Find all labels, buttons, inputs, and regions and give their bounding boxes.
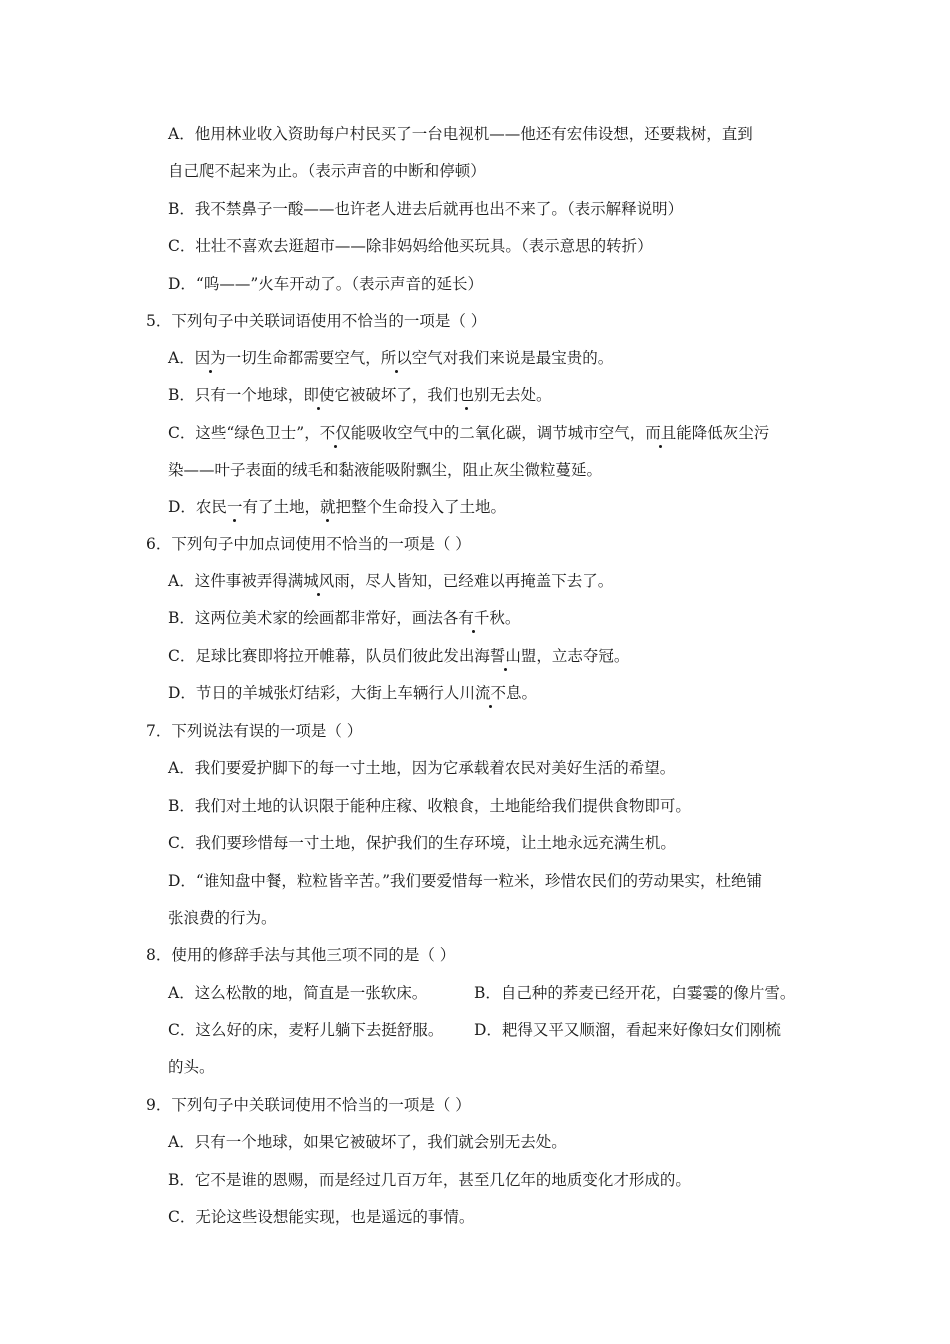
q8-option-d-line2: 的头。 (168, 1058, 215, 1076)
q9-stem: 9．下列句子中关联词使用不恰当的一项是（ ） (146, 1096, 471, 1114)
q5-a-text: A． (168, 349, 195, 367)
q5-option-d (168, 497, 506, 517)
q5-b-text: 它被破坏了，我们 (334, 386, 459, 404)
q9-option-a: A．只有一个地球，如果它被破坏了，我们就会别无去处。 (168, 1133, 567, 1151)
q4-option-c: C．壮壮不喜欢去逛超市——除非妈妈给他买玩具。（表示意思的转折） (168, 237, 653, 255)
q5-d-text: 把整个生命投入了土地。 (335, 498, 506, 516)
q5-c-dotted-word: 而且 (645, 424, 677, 442)
q9-option-b: B．它不是谁的恩赐，而是经过几百万年，甚至几亿年的地质变化才形成的。 (168, 1171, 691, 1189)
q4-option-a-line2: 自己爬不起来为止。（表示声音的中断和停顿） (168, 162, 486, 180)
q5-option-a (168, 348, 613, 368)
q6-stem: 6．下列句子中加点词使用不恰当的一项是（ ） (146, 535, 471, 553)
q9-option-c: C．无论这些设想能实现，也是遥远的事情。 (168, 1208, 475, 1226)
q5-c-text: 能降低灰尘污 (676, 424, 770, 442)
q6-option-d (168, 683, 537, 703)
q5-a-dotted-word: 所以 (380, 349, 412, 367)
q8-option-c: C．这么好的床，麦籽儿躺下去挺舒服。 (168, 1021, 444, 1039)
q5-c-text: C．这些“绿色卫士”， (168, 424, 320, 442)
q6-a-text: ，尽人皆知，已经难以再掩盖下去了。 (349, 572, 614, 590)
q5-b-text: B．只有一个地球， (168, 386, 304, 404)
q6-c-text: C．足球比赛即将拉开帷幕，队员们彼此发出 (168, 647, 475, 665)
q7-option-c: C．我们要珍惜每一寸土地，保护我们的生存环境，让土地永远充满生机。 (168, 834, 676, 852)
q4-option-b: B．我不禁鼻子一酸——也许老人进去后就再也出不来了。（表示解释说明） (168, 200, 684, 218)
q6-a-text: A．这件事被弄得 (168, 572, 288, 590)
q6-option-c (168, 646, 629, 666)
q8-option-a: A．这么松散的地，简直是一张软床。 (168, 984, 428, 1002)
q5-b-text: 别无去处。 (473, 386, 552, 404)
q8-option-b: B．自己种的荞麦已经开花，白霎霎的像片雪。 (474, 984, 796, 1002)
q6-b-dotted-word: 各有千秋 (442, 609, 505, 627)
q5-b-dotted-word: 即使 (303, 386, 335, 404)
q5-d-dotted-word: 一 (226, 498, 243, 516)
q7-option-d-line1: D．“谁知盘中餐，粒粒皆辛苦。”我们要爱惜每一粒米，珍惜农民们的劳动果实，杜绝铺 (168, 872, 763, 890)
q6-d-text: 。 (521, 684, 537, 702)
q5-option-c-line1 (168, 423, 769, 443)
q5-d-dotted-word: 就 (319, 498, 336, 516)
q6-b-text: B．这两位美术家的绘画都非常好，画法 (168, 609, 443, 627)
q8-option-d-line1: D．耙得又平又顺溜，看起来好像妇女们刚梳 (474, 1021, 781, 1039)
q7-option-a: A．我们要爱护脚下的每一寸土地，因为它承载着农民对美好生活的希望。 (168, 759, 676, 777)
q5-stem: 5．下列句子中关联词语使用不恰当的一项是（ ） (146, 312, 487, 330)
q6-b-text: 。 (504, 609, 521, 627)
q7-option-d-line2: 张浪费的行为。 (168, 909, 277, 927)
q5-a-text: 空气对我们来说是最宝贵的。 (411, 349, 614, 367)
q6-option-a (168, 571, 613, 591)
q6-c-text: ，立志夺冠。 (536, 647, 630, 665)
q5-d-text: D．农民 (168, 498, 227, 516)
q6-option-b (168, 608, 520, 628)
q5-d-text: 有了土地， (242, 498, 320, 516)
q5-c-dotted-word: 不仅 (319, 424, 351, 442)
q5-option-b (168, 385, 551, 405)
q4-option-a-line1: A．他用林业收入资助每户村民买了一台电视机——他还有宏伟设想，还要栽树，直到 (168, 125, 753, 143)
q6-a-dotted-word: 满城风雨 (287, 572, 350, 590)
q4-option-d: D．“呜——”火车开动了。（表示声音的延长） (168, 275, 484, 293)
q5-a-text: 一切生命都需要空气， (225, 349, 381, 367)
q7-stem: 7．下列说法有误的一项是（ ） (146, 722, 363, 740)
q5-b-dotted-word: 也 (458, 386, 474, 404)
q6-c-dotted-word: 海誓山盟 (474, 647, 537, 665)
q7-option-b: B．我们对土地的认识限于能种庄稼、收粮食，土地能给我们提供食物即可。 (168, 797, 691, 815)
q5-a-dotted-word: 因为 (194, 349, 226, 367)
q5-option-c-line2: 染——叶子表面的绒毛和黏液能吸附飘尘，阻止灰尘微粒蔓延。 (168, 461, 603, 479)
q6-d-text: D．节日的羊城张灯结彩，大街上车辆行人 (168, 684, 460, 702)
q5-c-text: 能吸收空气中的二氧化碳，调节城市空气， (350, 424, 646, 442)
q6-d-dotted-word: 川流不息 (459, 684, 522, 702)
q8-stem: 8．使用的修辞手法与其他三项不同的是（ ） (146, 946, 456, 964)
